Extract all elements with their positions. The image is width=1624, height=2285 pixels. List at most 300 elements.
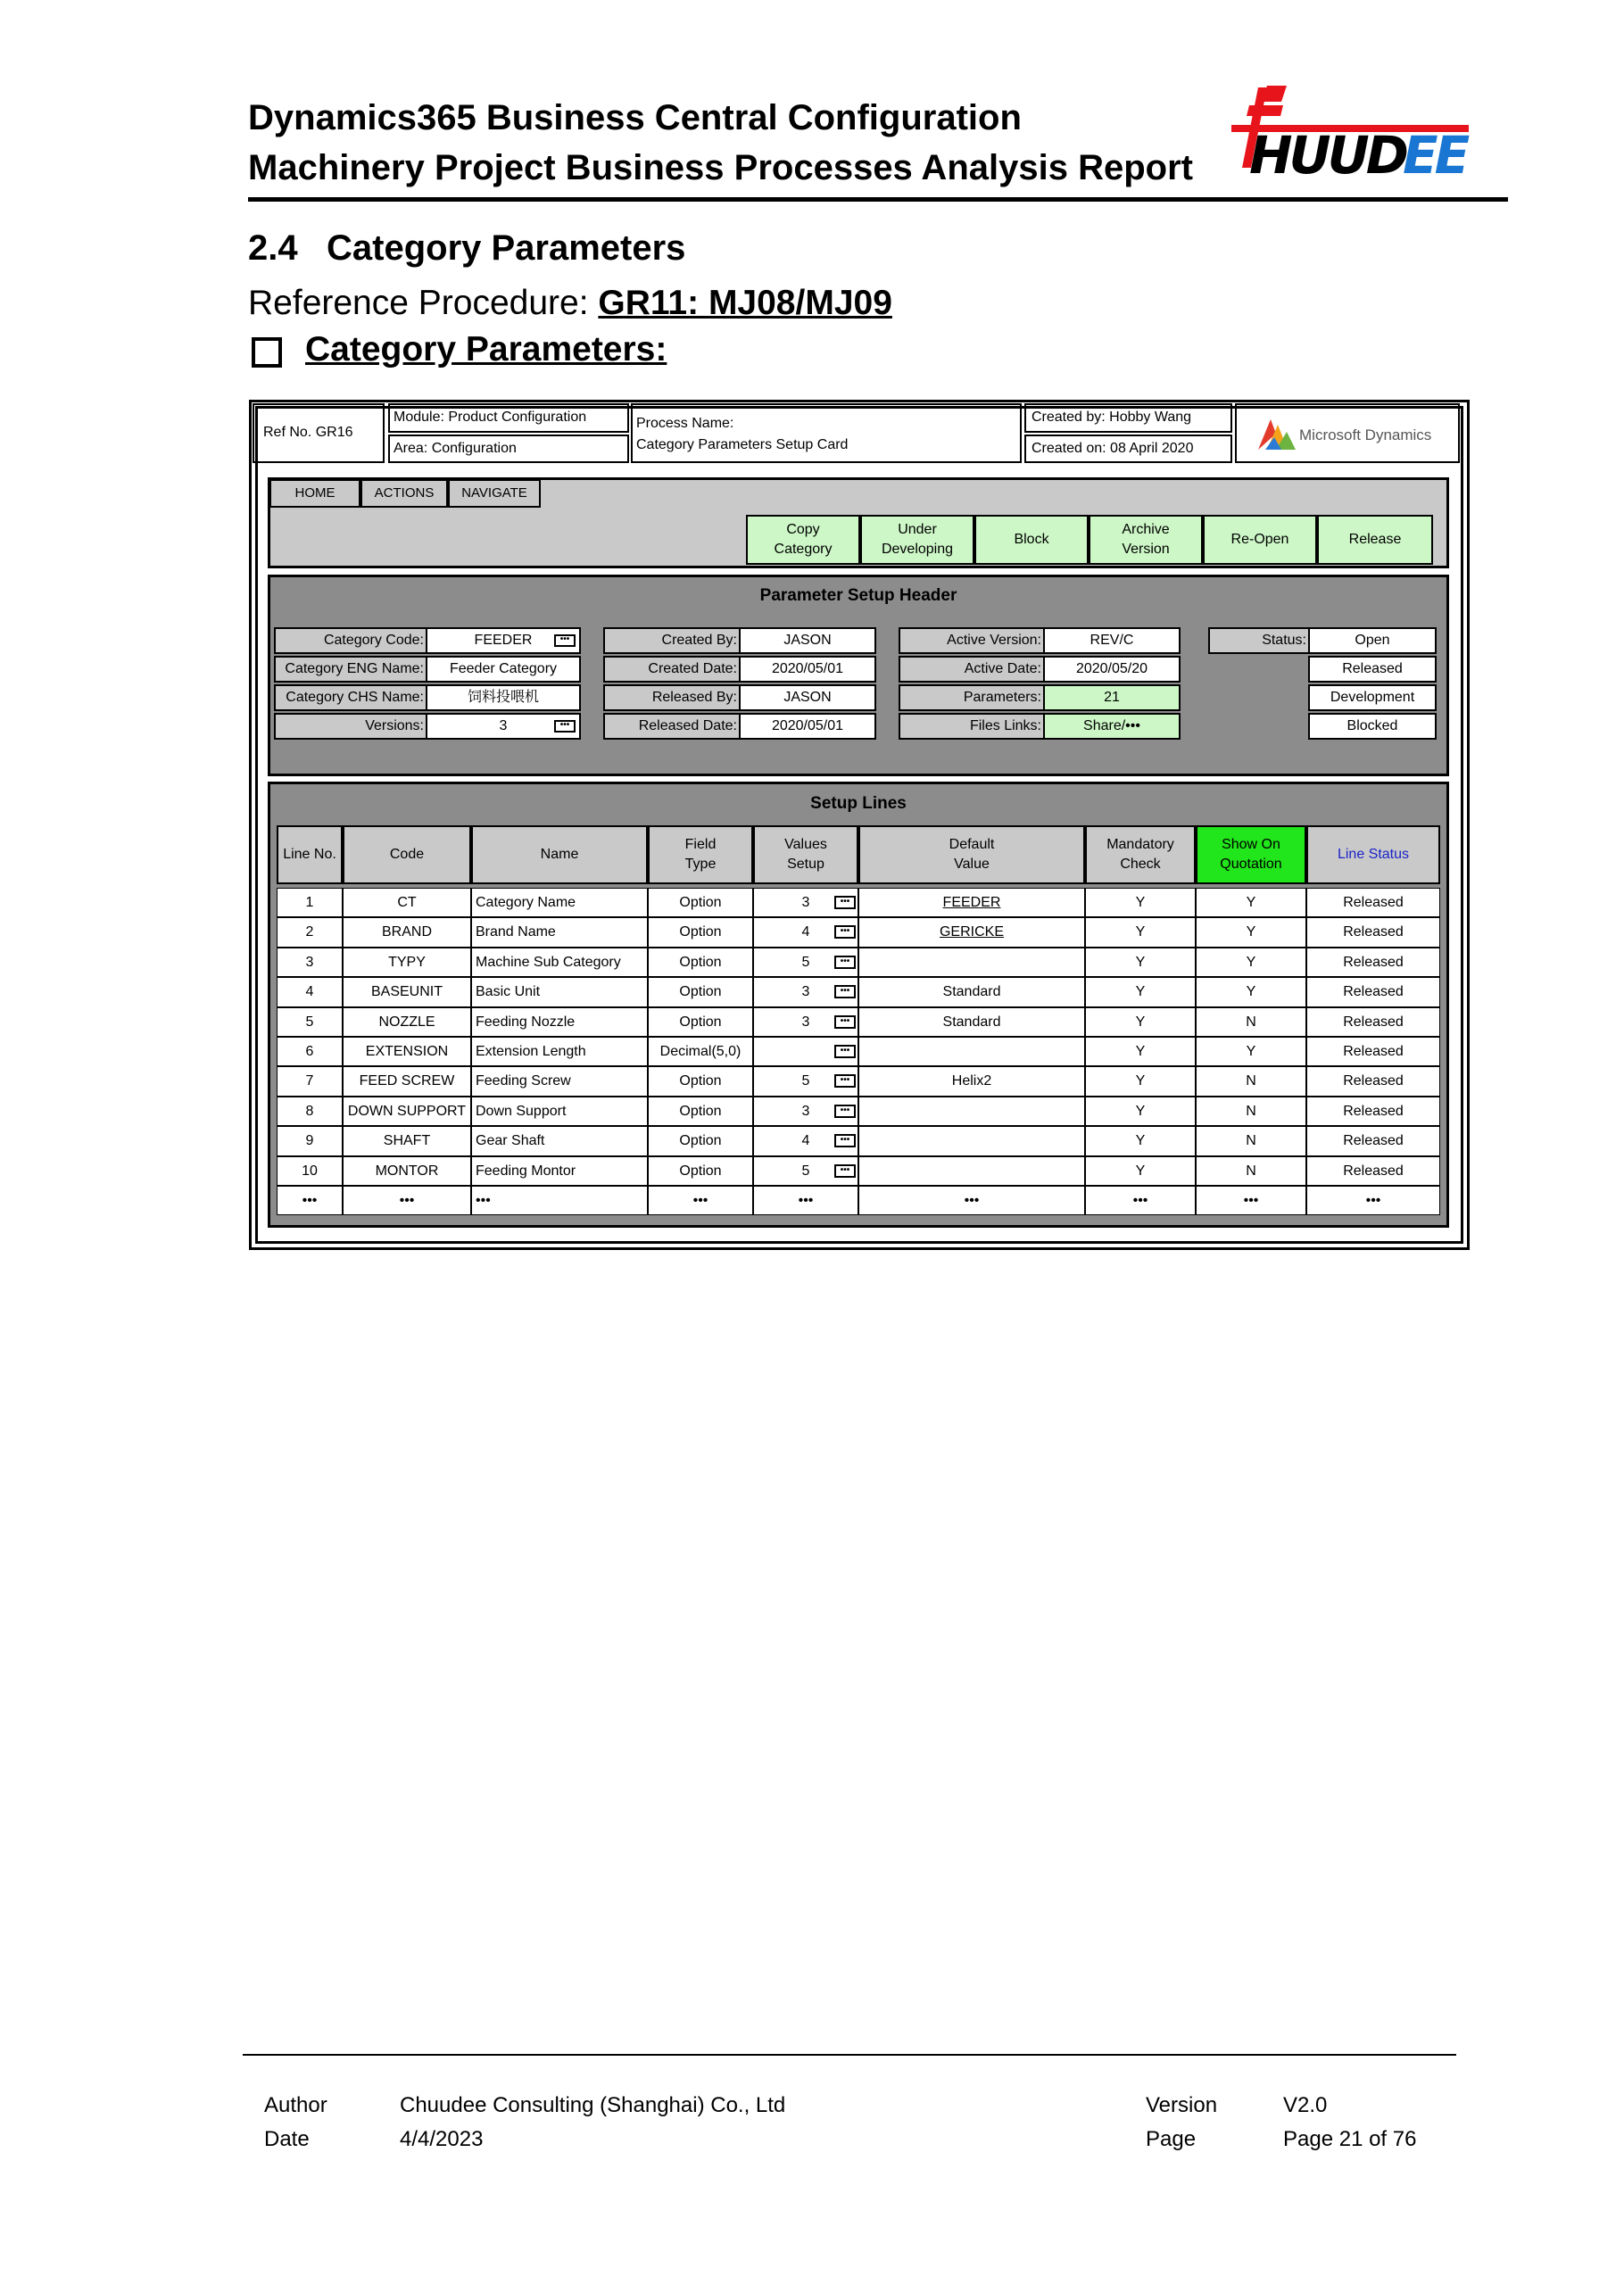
cell-name (471, 888, 648, 917)
cell-code (343, 1156, 471, 1186)
lookup-icon[interactable]: ••• (834, 956, 856, 969)
archive-version-line2: Version (1122, 542, 1170, 557)
table-row[interactable] (277, 1186, 1440, 1215)
cell-text: Option (679, 1103, 722, 1119)
tab-home[interactable]: HOME (269, 479, 360, 508)
column-header-line: Name (540, 847, 579, 862)
document-title-line1: Dynamics365 Business Central Configuration (248, 98, 1022, 137)
reference-procedure (248, 284, 892, 323)
cell-line-no (277, 888, 343, 917)
cell-text: 5 (801, 954, 810, 970)
cell-text: Y (1246, 924, 1256, 940)
column-header-line: Mandatory (1106, 837, 1174, 852)
cell-text: Y (1135, 954, 1146, 970)
cell-text: Released (1343, 1073, 1404, 1089)
lookup-icon[interactable]: ••• (834, 1015, 856, 1029)
author-label: Author (264, 2093, 327, 2117)
column-header-values-setup[interactable] (753, 825, 858, 884)
cell-text: 1 (305, 895, 314, 910)
under-developing-line2: Developing (881, 542, 954, 557)
column-header-show-on-quotation[interactable] (1196, 825, 1306, 884)
category-code-label: Category Code: (274, 627, 427, 654)
lookup-icon[interactable]: ••• (834, 896, 856, 909)
process-name-label: Process Name: (636, 416, 734, 431)
cell-text: 10 (302, 1163, 318, 1179)
cell-name (471, 1186, 648, 1215)
cell-text: FEED SCREW (359, 1073, 455, 1089)
cell-text: Y (1135, 1044, 1146, 1059)
column-header-text (283, 845, 336, 865)
tab-navigate[interactable]: NAVIGATE (448, 479, 541, 508)
column-header-mandatory-check[interactable] (1085, 825, 1196, 884)
dynamics-logo-icon (1256, 416, 1297, 451)
version-value: V2.0 (1283, 2093, 1328, 2117)
cell-text: FEEDER (942, 895, 1001, 910)
cell-values-setup (753, 1097, 858, 1126)
cell-show-on-quotation (1196, 948, 1306, 977)
lookup-icon[interactable]: ••• (834, 1105, 856, 1118)
cell-text: TYPY (388, 954, 426, 970)
column-header-line: Setup (787, 857, 824, 872)
column-header-text (1338, 845, 1409, 865)
category-chs-name-field[interactable]: 饲料投喂机 (426, 684, 581, 711)
module-box (388, 403, 629, 433)
cell-mandatory-check (1085, 1066, 1196, 1096)
cell-values-setup (753, 1007, 858, 1037)
cell-text: N (1246, 1163, 1256, 1179)
ref-no: Ref No. GR16 (263, 425, 353, 440)
cell-mandatory-check (1085, 1126, 1196, 1155)
cell-line-no (277, 1037, 343, 1066)
cell-name (471, 948, 648, 977)
cell-text: 4 (305, 984, 314, 1000)
copy-category-line1: Copy (786, 522, 820, 537)
cell-text: Released (1343, 1044, 1404, 1059)
cell-field-type (648, 888, 753, 917)
cell-code (343, 948, 471, 977)
active-version-field[interactable]: REV/C (1043, 627, 1181, 654)
chuudee-logo (1231, 79, 1490, 186)
cell-text: MONTOR (375, 1163, 439, 1179)
cell-name (471, 1126, 648, 1155)
date-value: 4/4/2023 (400, 2127, 484, 2151)
cell-text: Machine Sub Category (476, 954, 621, 970)
cell-line-status (1306, 917, 1440, 947)
cell-text: Released (1343, 1163, 1404, 1179)
cell-default-value (858, 888, 1085, 917)
re-open-button[interactable] (1203, 515, 1317, 565)
column-header-name[interactable] (471, 825, 648, 884)
cell-line-status (1306, 1066, 1440, 1096)
cell-mandatory-check (1085, 948, 1196, 977)
cell-line-status (1306, 977, 1440, 1006)
cell-text: Basic Unit (476, 984, 541, 1000)
column-header-line: Check (1120, 857, 1161, 872)
created-by-box (1024, 403, 1232, 433)
cell-text: ••• (1132, 1193, 1148, 1208)
cell-text: 5 (801, 1073, 810, 1089)
cell-line-status (1306, 948, 1440, 977)
cell-name (471, 917, 648, 947)
released-by-field[interactable]: JASON (739, 684, 876, 711)
cell-text: Option (679, 1163, 722, 1179)
cell-field-type (648, 948, 753, 977)
cell-values-setup (753, 977, 858, 1006)
cell-code (343, 977, 471, 1006)
cell-text: Released (1343, 1014, 1404, 1030)
cell-line-status (1306, 1097, 1440, 1126)
cell-line-status (1306, 1007, 1440, 1037)
cell-text: ••• (1365, 1193, 1381, 1208)
cell-mandatory-check (1085, 977, 1196, 1006)
table-row[interactable] (277, 1037, 1440, 1066)
active-date-label: Active Date: (899, 656, 1045, 683)
cell-text: Gear Shaft (476, 1133, 545, 1149)
status-option-released[interactable]: Released (1308, 656, 1437, 683)
cell-show-on-quotation (1196, 1126, 1306, 1155)
svg-text:HUUD: HUUD (1249, 125, 1405, 186)
column-header-line: Line Status (1337, 847, 1410, 862)
cell-name (471, 1007, 648, 1037)
module-text: Module: Product Configuration (394, 410, 587, 425)
cell-text: Y (1135, 984, 1146, 1000)
cell-text: 2 (305, 924, 314, 940)
cell-text: Brand Name (476, 924, 556, 940)
created-by-field[interactable]: JASON (739, 627, 876, 654)
cell-text: Y (1135, 895, 1146, 910)
column-header-line: Default (949, 837, 995, 852)
cell-show-on-quotation (1196, 1007, 1306, 1037)
cell-text: 5 (305, 1014, 314, 1030)
section-number: 2.4 (248, 228, 298, 268)
lookup-icon[interactable]: ••• (554, 634, 576, 647)
cell-line-status (1306, 1037, 1440, 1066)
lookup-icon[interactable]: ••• (834, 1045, 856, 1058)
cell-line-status (1306, 888, 1440, 917)
cell-line-status (1306, 1126, 1440, 1155)
table-row[interactable] (277, 917, 1440, 947)
lookup-icon[interactable]: ••• (834, 1134, 856, 1147)
column-header-field-type[interactable] (648, 825, 753, 884)
under-developing-line1: Under (898, 522, 937, 537)
cell-text: BASEUNIT (370, 984, 443, 1000)
cell-line-no (277, 948, 343, 977)
cell-text: 7 (305, 1073, 314, 1089)
cell-text: 3 (801, 984, 810, 1000)
lookup-icon[interactable]: ••• (834, 1164, 856, 1178)
cell-default-value (858, 977, 1085, 1006)
cell-text: Y (1135, 1133, 1146, 1149)
cell-text: Option (679, 1073, 722, 1089)
table-row[interactable] (277, 1007, 1440, 1037)
table-row[interactable] (277, 1156, 1440, 1186)
cell-default-value (858, 1066, 1085, 1096)
released-date-field[interactable]: 2020/05/01 (739, 713, 876, 740)
table-row[interactable] (277, 1097, 1440, 1126)
column-header-text (541, 845, 579, 865)
cell-text: 3 (801, 1103, 810, 1119)
cell-text: Standard (942, 1014, 1001, 1030)
process-name-box (631, 403, 1022, 463)
cell-show-on-quotation (1196, 977, 1306, 1006)
cell-line-no (277, 1126, 343, 1155)
table-row[interactable] (277, 888, 1440, 917)
cell-text: Extension Length (476, 1044, 586, 1059)
table-row[interactable] (277, 1126, 1440, 1155)
cell-text: 3 (305, 954, 314, 970)
lookup-icon[interactable]: ••• (834, 925, 856, 939)
category-eng-name-field[interactable]: Feeder Category (426, 656, 581, 683)
cell-values-setup (753, 1186, 858, 1215)
lookup-icon[interactable]: ••• (554, 720, 576, 733)
cell-code (343, 1126, 471, 1155)
cell-show-on-quotation (1196, 1156, 1306, 1186)
tab-actions[interactable]: ACTIONS (360, 479, 448, 508)
cell-text: Y (1135, 924, 1146, 940)
cell-field-type (648, 1097, 753, 1126)
column-header-text (784, 835, 827, 874)
cell-line-no (277, 1066, 343, 1096)
document-title-line2: Machinery Project Business Processes Analysis Report (248, 148, 1193, 187)
column-header-code[interactable] (343, 825, 471, 884)
table-row[interactable] (277, 1066, 1440, 1096)
parameters-label: Parameters: (899, 684, 1045, 711)
versions-value: 3 (499, 718, 508, 733)
cell-default-value (858, 948, 1085, 977)
status-option-development[interactable]: Development (1308, 684, 1437, 711)
cell-text: Option (679, 924, 722, 940)
cell-text: SHAFT (383, 1133, 431, 1149)
column-header-default-value[interactable] (858, 825, 1085, 884)
page-label: Page (1146, 2127, 1197, 2151)
parameter-setup-header-title: Parameter Setup Header (759, 586, 957, 605)
cell-text: Y (1246, 984, 1256, 1000)
cell-text: Released (1343, 895, 1404, 910)
cell-text: ••• (798, 1193, 814, 1208)
cell-text: 5 (801, 1163, 810, 1179)
cell-show-on-quotation (1196, 917, 1306, 947)
category-eng-name-label: Category ENG Name: (274, 656, 427, 683)
files-links-field[interactable]: Share/••• (1043, 713, 1181, 740)
block-label: Block (1014, 532, 1049, 547)
setup-lines-table (277, 825, 1440, 1220)
versions-field[interactable] (426, 713, 581, 740)
area-box (388, 435, 629, 463)
released-by-label: Released By: (603, 684, 741, 711)
cell-text: N (1246, 1103, 1256, 1119)
cell-text: Y (1135, 1073, 1146, 1089)
cell-default-value (858, 1126, 1085, 1155)
cell-text: Y (1246, 954, 1256, 970)
checkbox-icon (252, 337, 282, 368)
cell-mandatory-check (1085, 1156, 1196, 1186)
section-title: Category Parameters (327, 228, 686, 268)
cell-default-value (858, 917, 1085, 947)
cell-text: Standard (942, 984, 1001, 1000)
cell-text: Helix2 (951, 1073, 992, 1089)
cell-text: ••• (964, 1193, 980, 1208)
cell-line-no (277, 977, 343, 1006)
cell-values-setup (753, 1066, 858, 1096)
category-parameters-heading: Category Parameters: (305, 330, 667, 368)
cell-name (471, 1097, 648, 1126)
created-on-text: Created on: 08 April 2020 (1032, 441, 1194, 456)
category-code-value: FEEDER (474, 633, 533, 648)
cell-text: Y (1246, 895, 1256, 910)
cell-text: ••• (1243, 1193, 1259, 1208)
cell-text: Option (679, 954, 722, 970)
cell-default-value (858, 1186, 1085, 1215)
created-by-text: Created by: Hobby Wang (1032, 410, 1192, 425)
cell-values-setup (753, 917, 858, 947)
process-name-value: Category Parameters Setup Card (636, 437, 849, 452)
author-value: Chuudee Consulting (Shanghai) Co., Ltd (400, 2093, 786, 2117)
column-header-line: Quotation (1220, 857, 1282, 872)
cell-code (343, 1097, 471, 1126)
cell-mandatory-check (1085, 1037, 1196, 1066)
cell-default-value (858, 1097, 1085, 1126)
table-row[interactable] (277, 948, 1440, 977)
under-developing-button[interactable] (860, 515, 974, 565)
active-version-label: Active Version: (899, 627, 1045, 654)
microsoft-dynamics-logo (1235, 403, 1460, 463)
ms-logo-text: Microsoft Dynamics (1299, 426, 1432, 443)
cell-text: ••• (302, 1193, 318, 1208)
category-code-field[interactable] (426, 627, 581, 654)
cell-field-type (648, 1186, 753, 1215)
block-button[interactable] (974, 515, 1089, 565)
cell-text: Feeding Screw (476, 1073, 571, 1089)
cell-code (343, 1186, 471, 1215)
release-label: Release (1348, 532, 1402, 547)
column-header-text (1220, 835, 1281, 874)
cell-code (343, 1037, 471, 1066)
lookup-icon[interactable]: ••• (834, 1074, 856, 1088)
cell-code (343, 888, 471, 917)
cell-text: Released (1343, 984, 1404, 1000)
column-header-text (949, 835, 995, 874)
cell-text: 3 (801, 895, 810, 910)
area-text: Area: Configuration (394, 441, 517, 456)
column-header-line: Code (389, 847, 425, 862)
cell-text: N (1246, 1014, 1256, 1030)
cell-text: Option (679, 895, 722, 910)
cell-text: N (1246, 1073, 1256, 1089)
cell-text: 6 (305, 1044, 314, 1059)
copy-category-button[interactable] (746, 515, 860, 565)
cell-field-type (648, 1066, 753, 1096)
header-rule (248, 197, 1508, 202)
cell-default-value (858, 1037, 1085, 1066)
cell-field-type (648, 1007, 753, 1037)
cell-text: 4 (801, 1133, 810, 1149)
cell-mandatory-check (1085, 1007, 1196, 1037)
cell-field-type (648, 977, 753, 1006)
cell-show-on-quotation (1196, 1066, 1306, 1096)
parameters-field[interactable]: 21 (1043, 684, 1181, 711)
cell-line-no (277, 917, 343, 947)
cell-show-on-quotation (1196, 1097, 1306, 1126)
cell-field-type (648, 1156, 753, 1186)
cell-text: 3 (801, 1014, 810, 1030)
created-date-field[interactable]: 2020/05/01 (739, 656, 876, 683)
cell-text: ••• (476, 1193, 491, 1208)
cell-line-no (277, 1156, 343, 1186)
status-label: Status: (1208, 627, 1310, 654)
date-label: Date (264, 2127, 310, 2151)
created-date-label: Created Date: (603, 656, 741, 683)
cell-values-setup (753, 1126, 858, 1155)
ref-no-box (253, 403, 385, 463)
column-header-line-status[interactable] (1306, 825, 1440, 884)
cell-values-setup (753, 888, 858, 917)
cell-values-setup (753, 1037, 858, 1066)
cell-default-value (858, 1156, 1085, 1186)
cell-text: Released (1343, 1103, 1404, 1119)
cell-mandatory-check (1085, 1097, 1196, 1126)
cell-values-setup (753, 1156, 858, 1186)
reference-value: GR11: MJ08/MJ09 (598, 284, 892, 322)
cell-text: Released (1343, 954, 1404, 970)
page-value: Page 21 of 76 (1283, 2127, 1417, 2151)
status-option-open[interactable]: Open (1308, 627, 1437, 654)
cell-text: Y (1135, 1014, 1146, 1030)
lookup-icon[interactable]: ••• (834, 985, 856, 998)
column-header-text (685, 835, 717, 874)
table-row[interactable] (277, 977, 1440, 1006)
cell-line-no (277, 1097, 343, 1126)
column-header-line: Line No. (283, 847, 336, 862)
cell-text: GERICKE (939, 924, 1004, 940)
column-header-line-no[interactable] (277, 825, 343, 884)
cell-text: Feeding Montor (476, 1163, 576, 1179)
status-option-blocked[interactable]: Blocked (1308, 713, 1437, 740)
cell-text: Option (679, 1014, 722, 1030)
cell-values-setup (753, 948, 858, 977)
cell-line-no (277, 1007, 343, 1037)
cell-text: ••• (692, 1193, 708, 1208)
release-button[interactable] (1317, 515, 1433, 565)
cell-code (343, 917, 471, 947)
cell-text: Option (679, 984, 722, 1000)
cell-text: ••• (399, 1193, 415, 1208)
cell-name (471, 1066, 648, 1096)
cell-text: Y (1135, 1163, 1146, 1179)
setup-lines-title: Setup Lines (810, 794, 907, 813)
cell-mandatory-check (1085, 1186, 1196, 1215)
cell-text: NOZZLE (378, 1014, 435, 1030)
column-header-text (390, 845, 424, 865)
column-header-line: Field (684, 837, 717, 852)
versions-label: Versions: (274, 713, 427, 740)
cell-text: Feeding Nozzle (476, 1014, 576, 1030)
column-header-line: Show On (1222, 837, 1280, 852)
created-on-box (1024, 435, 1232, 463)
version-label: Version (1146, 2093, 1218, 2117)
cell-line-status (1306, 1186, 1440, 1215)
cell-name (471, 1156, 648, 1186)
cell-text: Y (1135, 1103, 1146, 1119)
cell-field-type (648, 1037, 753, 1066)
active-date-field[interactable]: 2020/05/20 (1043, 656, 1181, 683)
cell-name (471, 1037, 648, 1066)
cell-text: Y (1246, 1044, 1256, 1059)
copy-category-line2: Category (774, 542, 833, 557)
cell-text: DOWN SUPPORT (347, 1103, 467, 1119)
archive-version-line1: Archive (1122, 522, 1170, 537)
archive-version-button[interactable] (1089, 515, 1203, 565)
cell-name (471, 977, 648, 1006)
